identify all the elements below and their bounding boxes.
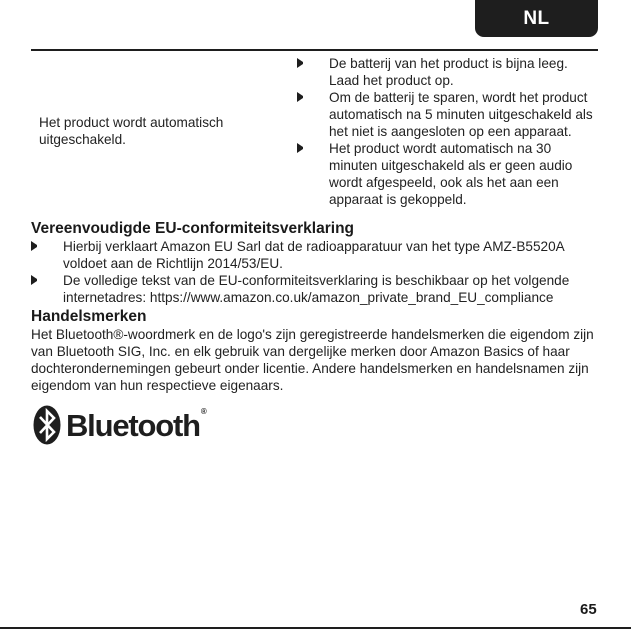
bullet-icon xyxy=(297,58,303,68)
solution-item xyxy=(297,89,597,140)
registered-mark: ® xyxy=(200,406,206,416)
eu-declaration-text: De volledige tekst van de EU-conformiteitsverklaring is beschikbaar op het volgende internetadres: https://www.amazon.co.uk/amazon_private_brand_EU_compliance xyxy=(63,273,570,305)
symptom-cell: Het product wordt automatisch uitgeschakeld. xyxy=(39,115,224,147)
trademarks-paragraph: Het Bluetooth®-woordmerk en de logo's zijn geregistreerde handelsmerken die eigendom zijn van Bluetooth SIG, Inc. en elk gebruik van dergelijke merken door Amazon Basics of haar dochterondernemingen gebeurt onder licentie. Andere handelsmerken en handelsnamen zijn eigendom van hun respectieve eigenaars. xyxy=(31,327,594,393)
bluetooth-wordmark: Bluetooth® xyxy=(66,406,206,443)
bullet-icon xyxy=(31,241,37,251)
bullet-icon xyxy=(297,143,303,153)
solution-text: Het product wordt automatisch na 30 minuten uitgeschakeld als er geen audio wordt afgespeeld, ook als het aan een apparaat is gekoppeld. xyxy=(329,141,573,207)
solution-text: Om de batterij te sparen, wordt het product automatisch na 5 minuten uitgeschakeld als het niet is aangesloten op een apparaat. xyxy=(329,90,593,139)
bluetooth-logo xyxy=(33,404,206,446)
solution-item xyxy=(297,140,597,208)
solution-text: De batterij van het product is bijna leeg. Laad het product op. xyxy=(329,56,568,88)
solution-cell xyxy=(297,55,597,208)
eu-declaration-item xyxy=(31,272,598,306)
eu-declaration-text: Hierbij verklaart Amazon EU Sarl dat de radioapparatuur van het type AMZ-B5520A voldoet aan de Richtlijn 2014/53/EU. xyxy=(63,239,564,271)
eu-declaration-list xyxy=(31,238,598,306)
bullet-icon xyxy=(31,275,37,285)
trademarks-heading: Handelsmerken xyxy=(31,308,147,325)
solution-item xyxy=(297,55,597,89)
language-tab: NL xyxy=(475,0,598,37)
eu-declaration-item xyxy=(31,238,598,272)
bottom-divider xyxy=(0,627,631,629)
troubleshooting-table-row xyxy=(31,51,598,208)
page-number: 65 xyxy=(580,601,597,618)
bullet-icon xyxy=(297,92,303,102)
eu-section-heading: Vereenvoudigde EU-conformiteitsverklaring xyxy=(31,220,355,237)
bluetooth-rune-icon xyxy=(33,405,61,445)
